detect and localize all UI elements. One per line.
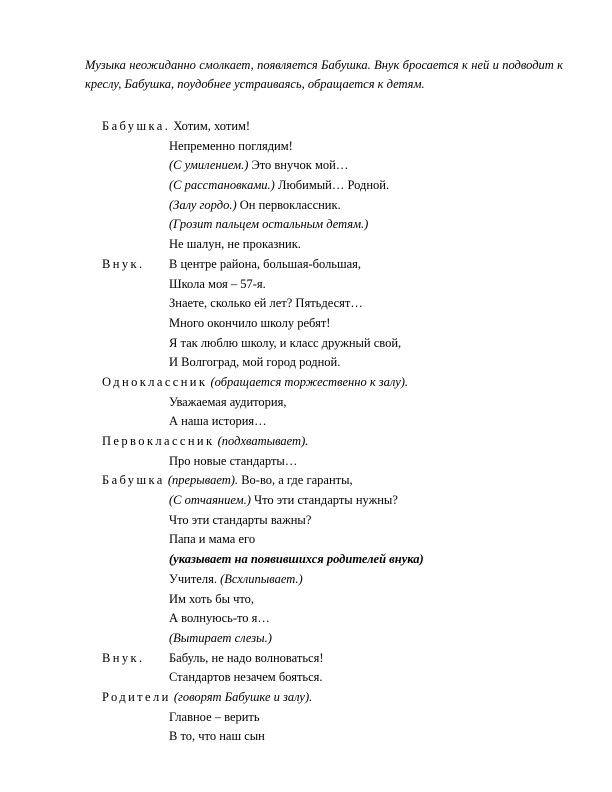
script-line	[102, 275, 562, 295]
script-line	[102, 668, 562, 688]
line-text: Это внучок мой…	[248, 158, 349, 173]
script-line	[102, 491, 562, 511]
script-body	[102, 117, 562, 747]
script-line	[102, 156, 562, 176]
line-text: Много окончило школу ребят!	[169, 315, 331, 330]
line-text	[169, 196, 341, 216]
speaker-name: Первоклассник	[102, 434, 215, 448]
line-text: Школа моя – 57-я.	[169, 276, 266, 291]
line-text	[169, 708, 260, 728]
script-line	[102, 688, 562, 708]
line-text	[169, 235, 301, 255]
stage-note: (С умилением.)	[169, 158, 249, 173]
stage-note: (Залу гордо.)	[169, 197, 237, 212]
script-line	[102, 314, 562, 334]
script-line	[102, 590, 562, 610]
script-line	[102, 353, 562, 373]
line-text: Что эти стандарты нужны?	[250, 493, 398, 508]
stage-note: (Вытирает слезы.)	[169, 630, 272, 645]
line-text: Главное – верить	[169, 709, 260, 724]
stage-note: (указывает на появившихся родителей внука)	[169, 552, 424, 567]
line-text	[169, 294, 363, 314]
speaker-name: Одноклассник	[102, 374, 208, 389]
line-text: В то, что наш сын	[169, 729, 265, 744]
line-text	[169, 727, 265, 747]
stage-note: (обращается торжественно к залу).	[207, 374, 409, 389]
line-text	[169, 314, 330, 334]
line-text	[169, 550, 424, 570]
script-line	[102, 511, 562, 531]
stage-note: (С расстановками.)	[169, 178, 275, 193]
line-text	[169, 353, 340, 373]
line-text: Стандартов незачем бояться.	[169, 670, 323, 685]
script-line	[102, 609, 562, 629]
script-line	[102, 432, 562, 452]
script-line	[102, 334, 562, 354]
line-text: В центре района, большая-большая,	[169, 256, 362, 271]
line-text: Во-во, а где гаранты,	[238, 473, 353, 488]
speaker-line	[102, 471, 353, 491]
line-text: Непременно поглядим!	[169, 138, 293, 153]
script-line	[102, 550, 562, 570]
line-text: Любимый… Родной.	[274, 178, 390, 193]
speaker-line	[102, 117, 250, 137]
speaker-name: Родители	[102, 689, 171, 704]
line-text: Что эти стандарты важны?	[169, 512, 312, 527]
stage-note: (С отчаянием.)	[169, 493, 251, 508]
script-line	[102, 629, 562, 649]
line-text: А наша история…	[169, 414, 267, 429]
line-text: Бабуль, не надо волноваться!	[169, 650, 324, 665]
line-text	[169, 215, 368, 235]
script-line	[102, 727, 562, 747]
line-text	[169, 491, 398, 511]
line-text	[169, 570, 303, 590]
line-text: Уважаемая аудитория,	[169, 394, 287, 409]
script-line	[102, 176, 562, 196]
speaker-name: Внук.	[102, 650, 145, 665]
script-line	[102, 137, 562, 157]
stage-note: (Всхлипывает.)	[220, 571, 303, 586]
script-line	[102, 294, 562, 314]
script-line	[102, 196, 562, 216]
line-text: Знаете, сколько ей лет? Пятьдесят…	[169, 296, 363, 311]
line-text: Им хоть бы что,	[169, 591, 255, 606]
script-line	[102, 649, 562, 669]
line-text	[169, 668, 323, 688]
line-text: Про новые стандарты…	[169, 453, 298, 468]
line-text	[169, 275, 266, 295]
speaker-line	[102, 373, 408, 393]
script-line	[102, 215, 562, 235]
line-text	[169, 511, 311, 531]
speaker-line	[102, 688, 312, 708]
line-text	[169, 629, 272, 649]
stage-direction: Музыка неожиданно смолкает, появляется Бабушка. Внук бросается к ней и подводит к креслу, Бабушка, поудобнее устраиваясь, обращается к детям.	[85, 58, 563, 91]
script-line	[102, 117, 562, 137]
line-text	[169, 412, 267, 432]
script-line	[102, 471, 562, 491]
speaker-name: Бабушка	[102, 473, 165, 488]
line-text	[169, 530, 255, 550]
script-line	[102, 235, 562, 255]
line-text: Не шалун, не проказник.	[169, 237, 301, 252]
speaker-name: Внук.	[102, 256, 145, 271]
line-text: И Волгоград, мой город родной.	[169, 355, 341, 370]
speaker-name: Бабушка.	[102, 119, 171, 133]
stage-note: (Грозит пальцем остальным детям.)	[169, 217, 369, 232]
script-line	[102, 452, 562, 472]
line-text: Хотим, хотим!	[170, 119, 251, 133]
script-line	[102, 255, 562, 275]
speaker-line	[102, 432, 308, 452]
line-text	[169, 156, 348, 176]
line-text	[169, 452, 297, 472]
line-text	[169, 393, 287, 413]
line-text: Я так люблю школу, и класс дружный свой,	[169, 335, 402, 350]
stage-note: (прерывает).	[164, 473, 239, 488]
line-text: Папа и мама его	[169, 532, 256, 547]
line-text	[169, 334, 401, 354]
line-text	[169, 137, 293, 157]
line-text	[169, 609, 270, 629]
stage-note: (говорят Бабушке и залу).	[170, 689, 313, 704]
line-text: Учителя.	[169, 571, 221, 586]
stage-note: (подхватывает).	[214, 434, 309, 448]
script-line	[102, 530, 562, 550]
script-line	[102, 393, 562, 413]
script-line	[102, 373, 562, 393]
line-text	[169, 176, 389, 196]
line-text: А волнуюсь-то я…	[169, 611, 270, 626]
line-text: Он первоклассник.	[236, 197, 341, 212]
script-line	[102, 412, 562, 432]
script-line	[102, 570, 562, 590]
script-line	[102, 708, 562, 728]
line-text	[169, 590, 254, 610]
